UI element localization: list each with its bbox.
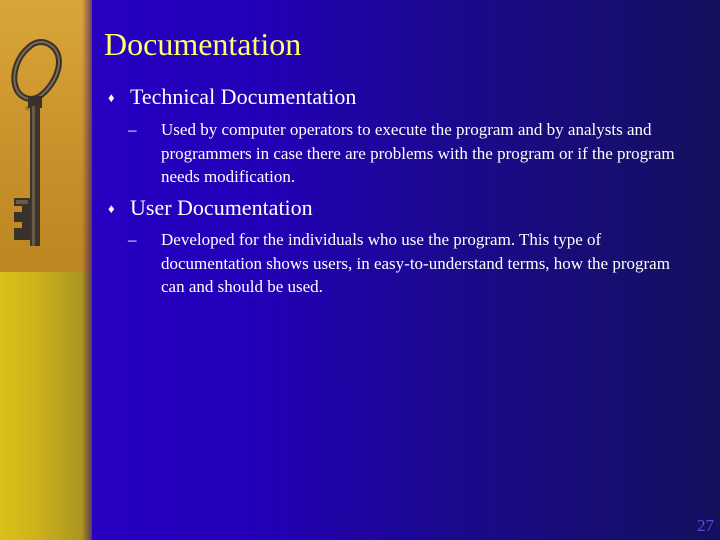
- sub-bullet-technical: [128, 118, 688, 189]
- sub-bullet-text: Developed for the individuals who use the program. This type of documentation shows users, in easy-to-understand terms, how the program can and should be used.: [161, 230, 670, 296]
- diamond-bullet-icon: ♦: [108, 90, 115, 105]
- key-image-panel: [0, 0, 92, 540]
- diamond-bullet-icon: ♦: [108, 201, 115, 216]
- key-panel-lower-texture: [0, 272, 92, 540]
- bullet-user-documentation: [108, 195, 313, 221]
- dash-marker: –: [128, 120, 137, 139]
- bullet-technical-documentation: [108, 84, 356, 110]
- dash-marker: –: [128, 230, 137, 249]
- page-number: 27: [697, 516, 714, 535]
- bullet-label: Technical Documentation: [130, 84, 357, 109]
- key-icon: [0, 0, 92, 272]
- key-panel-edge-shadow: [82, 0, 92, 540]
- sub-bullet-user: [128, 228, 688, 299]
- slide-title: Documentation: [104, 26, 302, 62]
- bullet-label: User Documentation: [130, 195, 313, 220]
- sub-bullet-text: Used by computer operators to execute the program and by analysts and programmers in case there are problems with the program or if the program needs modification.: [161, 120, 675, 186]
